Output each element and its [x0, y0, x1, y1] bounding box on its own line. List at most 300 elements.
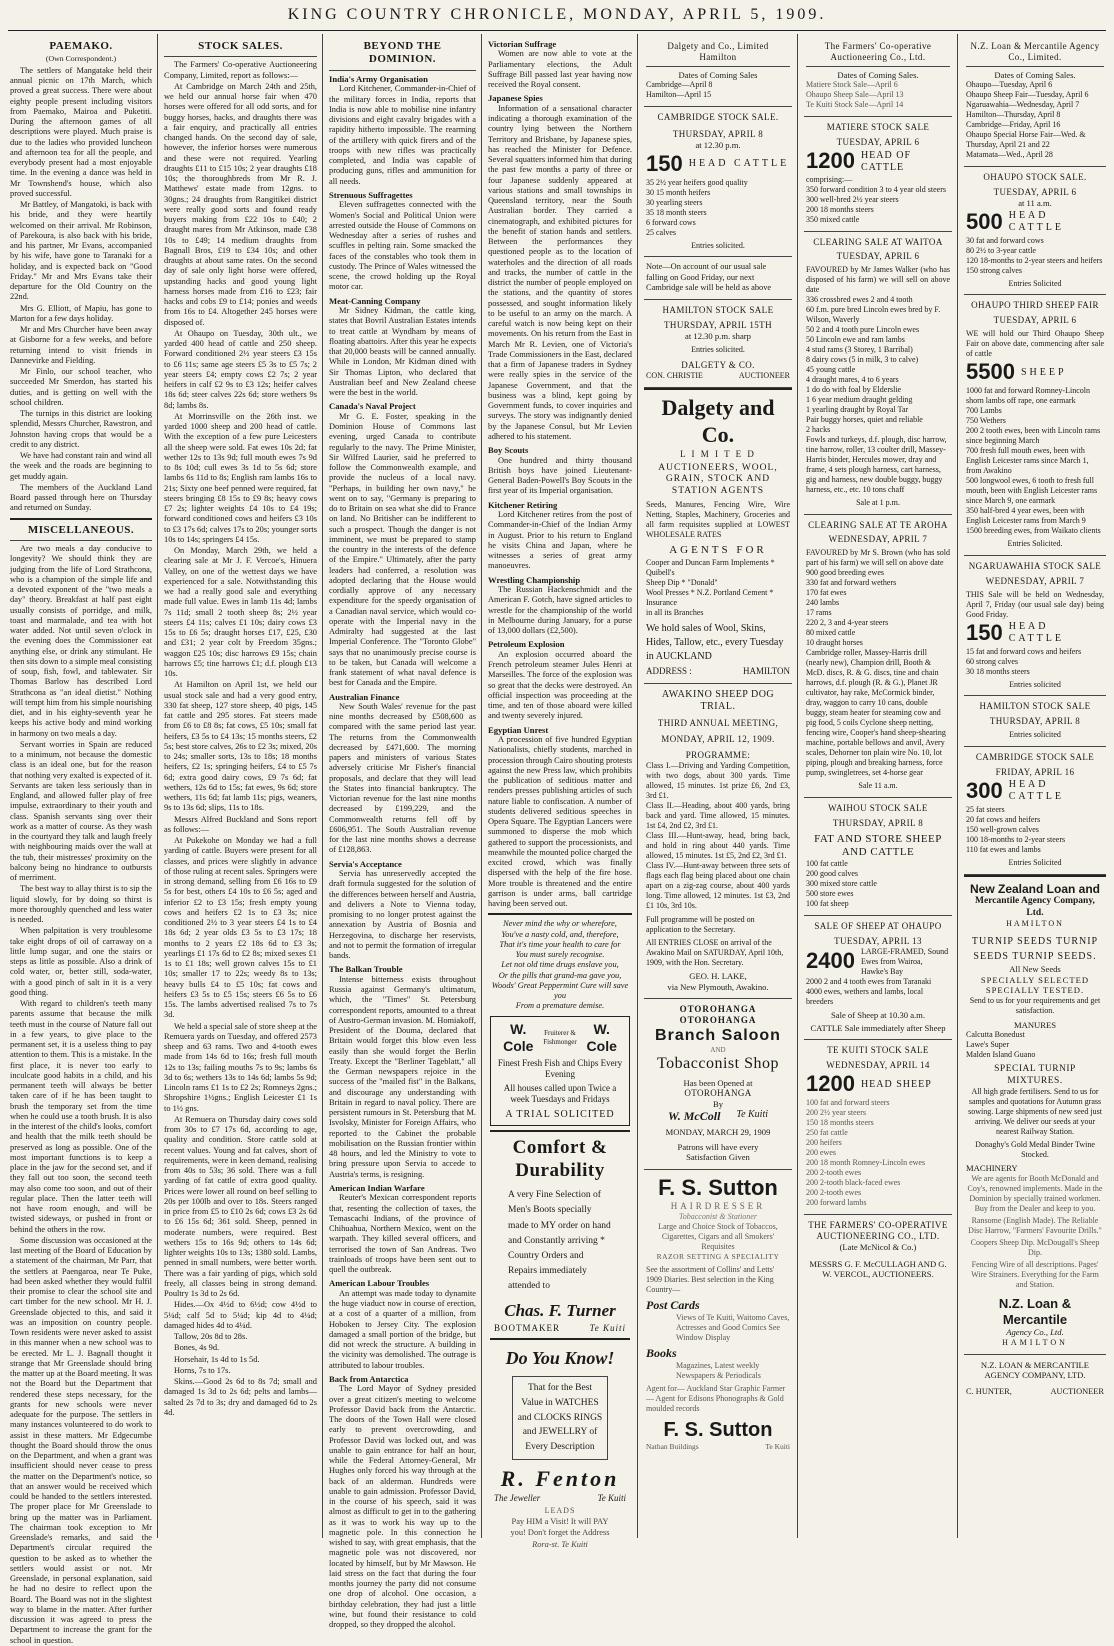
- list-item: Cambridge roller, Massey-Harris drill (nearly new), Champion drill, Booth & McD. discs, R. & G. discs, tine and chain harrows, d.f. plough (R. & G.), Planet JR cultivator, hay rake, McCormick binder, dray, waggon to carry 10 cans, double buggy, steam heater for steaming cow and pig food, 5 coils Cyclone sheep netting, fencing wire, Cooper's hand sheep-shearing machine, portable bellows and anvil, Avery scales, Dehorner ton plain wire No. 10, lot piping, plough and breaking harness, force pump, swingletrees, set 4-horse gear: [806, 647, 946, 777]
- advert-title: N.Z. Loan & Mercantile Agency Co., Limited.: [970, 41, 1100, 62]
- list-item: 35 2½ year heifers good quality: [646, 177, 748, 187]
- advert-turner: [490, 1130, 630, 1340]
- list-item: 4 draught mares, 4 to 6 years: [806, 375, 899, 385]
- list-item: Malden Island Guano: [966, 1050, 1036, 1060]
- list-item: Ohaupo—Tuesday, April 6: [966, 80, 1053, 90]
- news-item-heading: Wrestling Championship: [488, 574, 581, 585]
- news-item-heading: Back from Antarctica: [329, 1373, 409, 1384]
- list-item: 200 18 month Romney-Lincoln ewes: [806, 1158, 926, 1168]
- advert-sub: AGENTS FOR: [669, 544, 767, 557]
- lot-list: [806, 295, 950, 495]
- note: Note—On account of our usual sale falling on Good Friday, our next Cambridge sale will be held as above: [644, 257, 792, 300]
- list-item: 240 lambs: [806, 597, 840, 607]
- news-item-heading: Kitchener Retiring: [488, 499, 558, 510]
- advert-text: A very Fine Selection of Men's Boots specially made to MY order on hand and Constantly arriving * Country Orders and Repairs immediately attended to: [508, 1190, 611, 1292]
- article-paragraph: At Cambridge on March 24th and 25th, we held our annual horse fair when 470 horses were offered for all odd sorts, and for buggy horses, hacks, and draughts there was a fair enquiry, and practically all entries changed hands. On the second day of sale, however, the inferior horses were numerous and these were not required. Yearling draughts £11 to £15 10s; 2 year draughts £18 10s; the thoroughbreds from Mr R. J. Matthews' estate made from 12gns. to 30gns.; 24 draughts from Rangitikei district were really good sorts and found ready buyers making from £22 10s to £40; 2 draught mares from Mr Atkinson, made £38 10s to £49; 14 medium draughts from Bagnall Bros, £19 to £34 10s; and other draughts at about same rates. On the second day of sale only light horse were offered, upstanding hacks and good young light harness horses made from £16 to £23; fair hacks and cobs £9 to £14; ponies and weeds from 16s to £4. Altogether 245 horses were disposed of.: [164, 81, 317, 327]
- list-item: Let not old time drugs enslave you,: [501, 960, 619, 970]
- advert-footer: [804, 1215, 952, 1285]
- news-item-body: New South Wales' revenue for the past nine months decreased by £508,600 as compared with the same period last year. The returns from the Commonwealth decreased by £471,600. The morning papers and ministers of various States adversely criticise Mr Fisher's financial proposals, and declare that they will lead the States into financial bankruptcy. The Victorian revenue for the last nine months decreased by £199,229, and the Commonwealth returns fell off by £606,951. The South Australian revenue for the last nine months shows a decrease of £128,863.: [329, 701, 476, 855]
- lot-list: [966, 236, 1104, 276]
- advert-sub: Fruiterer & Fishmonger: [543, 1029, 577, 1046]
- news-item-heading: The Balkan Trouble: [329, 964, 403, 975]
- sale-date: THURSDAY, APRIL 15TH: [664, 320, 772, 331]
- list-item: 350 mixed cattle: [806, 215, 860, 225]
- head-label: LARGE-FRAMED, Sound Ewes from Wairoa, Hawke's Bay: [860, 947, 949, 976]
- advert-ohaupo-sheep-sale: [804, 916, 952, 1040]
- advert-title: Post Cards: [646, 1298, 700, 1313]
- address: Nathan Buildings: [646, 1441, 699, 1451]
- sale-date: TUESDAY, APRIL 6: [836, 137, 920, 148]
- article-paragraph: Messrs Alfred Buckland and Sons report as follows:—: [164, 814, 317, 834]
- column-rule: [957, 34, 958, 1538]
- list-item: 1 6 year medium draught gelding: [806, 395, 913, 405]
- signature: MESSRS G. F. McCULLAGH AND G. W. VERCOL, AUCTIONEERS.: [809, 1258, 947, 1280]
- head-count: 2400: [806, 948, 855, 974]
- list-item: 500 longwool ewes, 6 tooth to fresh full mouth, been with English Leicester rams since March 9, one earmark: [966, 476, 1098, 506]
- advert-text: Views of Te Kuiti, Waitomo Caves, Actresses and Good Comics See Window Display: [676, 1312, 790, 1342]
- article-paragraph: The Farmers' Co-operative Auctioneering Company, Limited, report as follows:—: [164, 60, 317, 80]
- head-count: 150: [966, 619, 1003, 645]
- list-item: 150 well-grown calves: [966, 824, 1039, 834]
- list-item: 100 fat and forward steers: [806, 1098, 890, 1108]
- sale-time: Sale 11 a.m.: [858, 780, 898, 790]
- list-item: Wool Presses * N.Z. Portland Cement * Insurance: [646, 587, 774, 607]
- advert-location: HAMILTON: [1006, 919, 1064, 929]
- advert-title: MANURES: [1013, 1019, 1057, 1030]
- head-label: SHEEP: [1020, 366, 1067, 378]
- advert-title: SPECIAL TURNIP MIXTURES.: [994, 1064, 1076, 1086]
- news-item-heading: American Indian Warfare: [329, 1182, 425, 1193]
- head-count: 500: [966, 208, 1003, 234]
- list-item: 200 ewes: [806, 1148, 836, 1158]
- list-item: That it's time your health to care for: [499, 939, 621, 949]
- divider: [10, 540, 152, 541]
- article-paragraph: At Hamilton on April 1st, we held our usual stock sale and had a very good entry, 330 fat sheep, 127 store sheep, 40 pigs, 145 fat cattle and 295 stores. Fat steers made from £6 to £8 8s; fat cows, £5 10s; small fat heifers, £3 5s to £4 13s; 15 months steers, £2 5s; best store calves, 26s to £2 3s; mixed, 20s to 24s; smaller sorts, 13s to 18s; 18 months heifers, £2 1s; springing heifers, £4 to £5 7s 6d; extra good dairy cows, £9 7s 6d; fat wethers, 12s 6d to 15s; fat ewes, 9s 6d; store wethers, 11s 6d; fat lamb 11s; pigs, weaners, 9s to 13s 6d; slips, 11s to 18s.: [164, 680, 317, 813]
- signature: CON. CHRISTIE: [646, 371, 703, 381]
- advert-text: By: [712, 1099, 724, 1109]
- sale-date: THURSDAY, APRIL 8: [672, 129, 764, 140]
- advert-text: Large and Choice Stock of Tobaccos, Cigarettes, Cigars and all Smokers' Requisites: [658, 1222, 778, 1252]
- section-heading: STOCK SALES.: [198, 40, 283, 52]
- sale-date: THURSDAY, APRIL 8: [832, 817, 924, 828]
- list-item: Lawe's Super: [966, 1040, 1009, 1050]
- sale-title: SALE OF SHEEP AT OHAUPO: [814, 921, 942, 932]
- article-paragraph: Hides.—Ox 4½d to 6½d; cow 4½d to 5¼d; calf 5d to 5¼d; kip 4d to 4¼d; damaged hides 4d to 4¼d.: [164, 1300, 317, 1330]
- advert-verse: [488, 919, 632, 1011]
- list-item: 200 2-tooth black-faced ewes: [806, 1178, 901, 1188]
- address-label: ADDRESS :: [646, 665, 692, 676]
- advert-text: Has been Opened at: [683, 1077, 753, 1088]
- advert-text: Ransome (English Made). The Reliable Disc Harrow, "Farmers' Favourite Drills.": [968, 1215, 1102, 1235]
- list-item: 1000 fat and forward Romney-Lincoln shorn lambs off rape, one earmark: [966, 386, 1090, 406]
- entries-solicited: Entries Solicited: [1008, 857, 1062, 867]
- column-rule: [157, 34, 158, 1538]
- list-item: Ohaupo Sheep Sale—April 13: [806, 90, 904, 100]
- list-item: You've a nasty cold, and, therefore,: [501, 929, 619, 939]
- entries-solicited: Entries solicited: [1009, 730, 1061, 740]
- sale-title: OHAUPO STOCK SALE.: [983, 172, 1087, 183]
- list-item: Class III.—Hunt-away, head, bring back, and hold in ring about 440 yards. Time allowed, 15 minutes. 1st £5, 2nd £2, 3rd £1.: [646, 831, 790, 861]
- advert-text: Seeds, Manures, Fencing Wire, Wire Netting, Staples, Machinery, Groceries and all farm requisites supplied at LOWEST WHOLESALE RATES: [646, 500, 790, 540]
- news-item-body: Information of a sensational character indicating a thorough examination of the country lying between the Northern Territory and Brisbane, by Japanese spies, has reached the Minister for Defence. Several squatters informed him that during the past few months a party of three or four Japanese suddenly appeared at various stations and small townships in Queensland territory, near the South Australian border. They carried a cinematograph, and exhibited pictures for the benefit of station hands and settlers. Between the performances they questioned people as to the location of waterholes and the direction of all roads and tracks, the number of cattle in the district the number of people employed on the stations, and the quantity of stores possessed, and sought information likely to be useful to an army on the march. A careful watch is now being kept on their movements. On his return from the East in March Mr R. Levien, one of Victoria's Trade Commissioners in the East, declared that a firm of Japanese traders in Sydney were really spies in the service of the Japanese Government, and that the business was a blind, kept going by Government funds, to cover inquiries and surveys. The story was indignantly denied by the Japanese Consul, but Mr Levien adhered to his statement.: [488, 103, 632, 441]
- article-paragraph: Some discussion was occasioned at the last meeting of the Board of Education by a statement of the chairman, Mr Parr, that the settlers at Paengaroa, near Te Puke, had been asked whether they would fulfil their promise to clear the school site and cart timber for the new school. Mr H. J. Greenslade objected to this, and said it was an imposition on country people. Town residents were never asked to assist in this manner when a new school was to be erected. Mr L. J. Bagnall thought it strange that Mr Greenslade should bring the matter up at the Board meeting. It was not the Board but the Department that rendered these steps necessary, for the grants for new schools were never adequate for the purpose. The settlers in many instances volunteered to do work to assist in these matters. Mr Edgecumbe thought the Board should throw the onus on the Department, and when a grant was insufficient should never cease to press the matter on the Department's notice, so that an answer would be received which could be handed to the settlers interested. The proper place for Mr Greenslade to bring up the matter was in Parliament. The chairman took exception to Mr Greenslade's remarks, and said the Department's circular required the question to be asked as to whether the settlers would assist or not. Mr Greenslade, in personal explanation, said he had no desire to reflect upon the Board. The Board was not in the slightest way to blame in the matter. After further discussion it was agreed to press the Department to increase the grant for the school in question.: [10, 1235, 152, 1645]
- list-item: 170 fat ewes: [806, 587, 847, 597]
- advert-dalgety-sales: [644, 36, 792, 107]
- advert-fenton: [490, 1344, 630, 1554]
- advert-nzloan-sales: [964, 36, 1106, 167]
- sale-title: HAMILTON STOCK SALE: [662, 305, 774, 316]
- column-1: [6, 36, 156, 1645]
- sale-date: TUESDAY, APRIL 6: [836, 251, 920, 262]
- address: HAMILTON: [742, 665, 790, 676]
- sale-dates: [966, 80, 1104, 160]
- advert-text: FAVOURED by Mr S. Brown (who has sold part of his farm) we will sell on above date: [806, 547, 950, 567]
- advert-location: Te Kuiti: [736, 1109, 769, 1121]
- advert-title: N.Z. Loan & Mercantile: [998, 1295, 1072, 1327]
- list-item: 200 2½ year steers: [806, 1108, 866, 1118]
- list-item: 900 good breeding ewes: [806, 567, 884, 577]
- list-item: 100 fat cattle: [806, 859, 848, 869]
- sale-title: MATIERE STOCK SALE: [826, 122, 930, 133]
- list-item: in all its Branches: [646, 607, 704, 617]
- advert-text: THIS Sale will be held on Wednesday, April 7, Friday (our usual sale day) being Good Friday.: [966, 589, 1104, 619]
- list-item: Class IV.—Hunt-away between three sets of flags each flag being placed about one chain apart on a zig-zag course, about 400 yards long. Time allowed, 12 minutes. 1st £3, 2nd £1 10s, 3rd 10s.: [646, 861, 790, 911]
- signature: AUCTIONEER: [738, 371, 790, 381]
- news-item-body: Reuter's Mexican correspondent reports that, resenting the collection of taxes, the Temascachi Indians, of the province of Chihuahua, Northern Mexico, went on the warpath. They killed several officers, and terrorised the town of San Andreas. Two trainloads of troops have been sent out to quell the outbreak.: [329, 1193, 476, 1275]
- article-paragraph: Mr Finlo, our school teacher, who succeeded Mr Smerdon, has started his duties, and is getting on well with the school children.: [10, 367, 152, 407]
- advert-title: Branch Saloon: [655, 1026, 781, 1044]
- article-paragraph: The turnips in this district are looking splendid, Messrs Churcher, Rawstron, and Johnston having crops that would be a credit to any district.: [10, 409, 152, 449]
- sale-title: WAIHOU STOCK SALE: [828, 802, 928, 813]
- advert-matiere-sale: [804, 117, 952, 232]
- advert-text: All houses called upon Twice a week Tuesdays and Fridays: [503, 1082, 617, 1104]
- advert-text: CATTLE Sale immediately after Sheep: [810, 1022, 946, 1033]
- column-5: [640, 36, 796, 1536]
- advert-text: All ENTRIES CLOSE on arrival of the Awakino Mail on SATURDAY, April 10th, 1909, with the Hon. Secretary.: [646, 938, 784, 968]
- advert-title: R. Fenton: [500, 1465, 620, 1491]
- news-item-body: An explosion occurred aboard the French petroleum steamer Jules Henri at Marseilles. The force of the explosion was so great that the decks were destroyed. An official inspection was proceeding at the time, and ten of those aboard were killed and twenty severely injured.: [488, 649, 632, 721]
- sale-date: Hamilton—April 15: [646, 90, 712, 100]
- list-item: 20 fat cows and heifers: [966, 814, 1041, 824]
- entries-solicited: Entries solicited.: [691, 240, 745, 250]
- divider: [164, 56, 317, 57]
- list-item: Cooper and Duncan Farm Implements * Quibell's: [646, 557, 775, 577]
- advert-location: Te Kuiti: [589, 1323, 626, 1334]
- list-item: 1 do do with foal by Elderslie: [806, 385, 902, 395]
- agent-list: [646, 558, 790, 618]
- list-item: Sheep Dip * "Donald": [646, 577, 718, 587]
- list-item: Te Kuiti Stock Sale—April 14: [806, 100, 904, 110]
- advert-text: Magazines, Latest weekly Newspapers & Periodicals: [676, 1360, 761, 1380]
- advert-title: AWAKINO SHEEP DOG TRIAL.: [661, 688, 775, 712]
- head-count: 1200: [806, 1071, 855, 1097]
- advert-text: MONDAY, MARCH 29, 1909: [665, 1127, 771, 1138]
- lot-list: [966, 805, 1104, 855]
- list-item: 350 forward condition 3 to 4 year old steers: [806, 185, 946, 195]
- sale-time: Sale at 1 p.m.: [856, 498, 900, 508]
- advert-text: Agent for— Auckland Star Graphic Farmer — Agent for Edisons Phonographs & Gold moulded records: [646, 1383, 786, 1413]
- news-item-heading: Strenuous Suffragettes: [329, 189, 413, 200]
- list-item: 8 dairy cows (5 in milk, 3 to calve): [806, 355, 919, 365]
- list-item: Woods' Great Peppermint Cure will save you: [491, 980, 629, 1001]
- list-item: Matamata—Wed., April 28: [966, 150, 1053, 160]
- lot-list: [806, 977, 950, 1007]
- list-item: Matiere Stock Sale—April 6: [806, 80, 898, 90]
- advert-text: Rora-st. Te Kuiti: [532, 1539, 588, 1549]
- list-item: 2000 2 and 4 tooth ewes from Taranaki: [806, 976, 932, 986]
- section-heading: MISCELLANEOUS.: [27, 523, 135, 536]
- article-paragraph: We have had constant rain and wind all the week and the roads are beginning to get muddy again.: [10, 451, 152, 481]
- list-item: 250 fat cattle: [806, 1128, 848, 1138]
- advert-sub: Dates of Coming Sales.: [837, 69, 919, 80]
- article-paragraph: Mr Battley, of Mangatoki, is back with his bride, and they were heartily welcomed on their arrival. Mr Robinson, of Parekoura, is also back with his bride, and his partner, Mr Evans, accompanied by his wife, have gone to Taranaki for a holiday, and is expected back on "Good Friday." Mr and Mrs Evans take their departure for the Old Country on the 22nd.: [10, 200, 152, 302]
- article-paragraph: The settlers of Mangatake held their annual picnic on 17th March, which proved a great success. There were about eighty people present including visitors from Paemako, Mairoa and Puketiti. During the afternoon games of all descriptions were played. Much praise is due to the ladies who provided luncheon and afternoon tea for all the people, and everybody present had a most enjoyable time. In the evening a dance was held in Mr Townshend's house, which also proved successful.: [10, 65, 152, 198]
- lot-list: [646, 178, 790, 238]
- list-item: 100 18-months to 2-year steers: [966, 834, 1066, 844]
- column-rule: [637, 34, 638, 1538]
- advert-hamilton-sale-2: [964, 696, 1106, 747]
- advert-mccoll: [644, 999, 792, 1170]
- advert-sub: Dates of Coming Sales.: [994, 69, 1076, 80]
- article-paragraph: With regard to children's teeth many parents assume that because the milk teeth must in the course of Nature fall out in a few years, to give place to the permanent set, it is a useless thing to pay attention to them. This is a mistake. In the first place, it is never too early to inculcate good habits in a child, and his permanent teeth will always be better taken care of if he has been taught to brush the temporary set from the time when he could use a tooth brush. It is also in the interest of the child's looks, comfort and health that the milk teeth should be preserved as long as possible. One of the most important functions is to keep a place in the jaw for the second set, and if they fall out too soon, the second teeth may also come too soon, and out of their regular place. Then the latter teeth will not have room enough, and will be twisted sideways, or pushed in front or behind the others in the row.: [10, 999, 152, 1234]
- advert-sub: L I M I T E D: [680, 448, 756, 459]
- advert-text: Full programme will be posted on application to the Secretary.: [646, 915, 755, 935]
- article-paragraph: Mrs G. Elliott, of Mapiu, has gone to Marton for a few days holiday.: [10, 303, 152, 323]
- sale-title: CAMBRIDGE STOCK SALE.: [657, 112, 779, 123]
- advert-cole: [490, 1016, 630, 1126]
- advert-dog-trial: [644, 684, 792, 999]
- column-7: [960, 36, 1110, 1536]
- advert-text: Send to us for your requirements and get satisfaction.: [969, 995, 1101, 1015]
- signature: GEO. H. LAKE,: [689, 971, 747, 982]
- advert-title: Books: [646, 1345, 677, 1360]
- masthead-rule: [8, 30, 1106, 31]
- article-paragraph: When palpitation is very troublesome take eight drops of oil of carraway on a little lump sugar, and one the stairs or steps as little as possible. Also a drink of cold water, or, better still, soda-water, with a good pinch of salt in it is a very good thing.: [10, 926, 152, 997]
- news-item-heading: Australian Finance: [329, 691, 400, 702]
- article-paragraph: The best way to allay thirst is to sip the liquid slowly, for by doing so thirst is more thoroughly quenched and less water is needed.: [10, 884, 152, 925]
- advert-text: RAZOR SETTING A SPECIALITY: [656, 1252, 780, 1262]
- list-item: 30 15 month heifers: [646, 187, 711, 197]
- list-item: 1 yearling draught by Royal Tar: [806, 405, 909, 415]
- advert-sub: Tobacconist & Stationer: [679, 1212, 757, 1222]
- advert-title: Tobacconist Shop: [657, 1055, 779, 1073]
- advert-sub: The Jeweller: [494, 1492, 541, 1503]
- head-label: HEAD CATTLE: [1008, 210, 1064, 234]
- list-item: Fowls and turkeys, d.f. plough, disc harrow, tine harrow, roller, 13 coulter drill, Massey-Harris binder, Hercules mower, dray and frame, 4 sets plough harness, cart harness, gig and harness, new double buggy, buggy harness, etc., etc. 10 tons chaff: [806, 435, 947, 495]
- advert-title: MACHINERY: [966, 1163, 1018, 1174]
- sale-date: WEDNESDAY, APRIL 14: [826, 1060, 930, 1071]
- news-item-body: A procession of five hundred Egyptian Nationalists, chiefly students, marched in procession through Cairo shouting protests against the new Press law, which prohibits the publication of seditious matter and renders presses publishing articles of such nature liable to confiscation. A number of students delivered seditious speeches in Opera Square. The Egyptian Lancers were summoned to disperse the mob which gathered to support the processionists, and meanwhile the mounted police charged the excited crowd, which was finally dispersed with the help of the fire hose. More trouble is threatened and the entire garrison is under arms, ball cartridge having been served out.: [488, 735, 632, 909]
- advert-sub: HAIRDRESSER: [670, 1201, 766, 1212]
- advert-dalgety: [644, 388, 792, 684]
- advert-cambridge-sale: [644, 107, 792, 257]
- list-item: Or the pills that grand-ma gave you,: [498, 970, 622, 980]
- advert-cambridge-sale-2: [964, 747, 1106, 875]
- head-label: HEAD CATTLE: [1008, 621, 1064, 645]
- news-item-heading: Victorian Suffrage: [488, 39, 557, 49]
- advert-title: Dalgety and Co.: [661, 395, 775, 447]
- list-item: 15 fat and forward cows and heifers: [966, 646, 1082, 656]
- list-item: 4000 ewes, wethers and lambs, local breeders: [806, 986, 924, 1006]
- list-item: 300 well-bred 2½ year steers: [806, 195, 899, 205]
- advert-sutton: [644, 1170, 792, 1457]
- entries-solicited: Entries Solicited: [1008, 278, 1062, 288]
- advert-waitoa-sale: [804, 232, 952, 515]
- news-item-body: The Russian Hackenschmidt and the American F. Gotch, have signed articles to wrestle for the championship of the world in Melbourne during January, for a purse of 13,000 dollars (£2,500).: [488, 585, 632, 636]
- advert-title: Comfort & Durability: [512, 1136, 608, 1182]
- divider: [329, 70, 476, 71]
- list-item: Ohaupo Sheep Fair—Tuesday, April 6: [966, 90, 1089, 100]
- lot-list: [966, 386, 1104, 536]
- article-paragraph: Servant worries in Spain are reduced to a minimum, not because the domestic class is an ideal one, but for the reason that nothing very exalted is expected of it. Servants are taken less seriously than in England, and allowed fuller play of free impulse, extraordinary to their youth and class. Spanish servants sing over their work as a matter of course. As they wash in the courtyard they talk and laugh freely with neighbouring maids over the wall at the tub, their mistresses' proximity on the balcony being no hindrance to outbursts of merriment.: [10, 739, 152, 883]
- news-item-body: Women are now able to vote at the Parliamentary elections, the Adult Suffrage Bill passed last year having now received the Royal consent.: [488, 49, 632, 90]
- advert-text: SPECIALLY TESTED.: [985, 985, 1085, 996]
- sale-time: at 11 a.m.: [1018, 198, 1052, 209]
- advert-te-kuiti-sale: [804, 1040, 952, 1215]
- news-item-body: One hundred and thirty thousand British boys have joined Lieutenant-General Baden-Powell's Boy Scouts in the first year of its Imperial organisation.: [488, 455, 632, 496]
- article-paragraph: At Morrinsville on the 26th inst. we yarded 1000 sheep and 200 head of cattle. With the exception of a few pure Leicesters all the sheep were sold. Fat ewes 10s 2d; fat wether 12s to 13s 9d; full mouth ewes 7s 9d to 8s 10d; cull ewes 3s 1d to 5s 6d; store lambs 6s 11d to 8s; English ram lambs 16s to 21s; Sixty one beef penned were required, fat steers bringing £8 15s to £9 8s; heavy cows £7 2s; lighter weights £4 10s to £4 19s; forward conditioned cows and heifers £3 10s to £3 17s 6d; calves 17s to 20s; younger sorts 10s to 14s; springers £4 15s.: [164, 411, 317, 544]
- head-label: HEAD CATTLE: [1008, 779, 1064, 803]
- sale-date: TUESDAY, APRIL 6: [993, 187, 1077, 198]
- list-item: 30 yearling steers: [646, 197, 703, 207]
- news-item-heading: Japanese Spies: [488, 93, 543, 104]
- programme-list: [646, 761, 790, 911]
- list-item: 1500 breeding ewes, from Waikato clients: [966, 526, 1101, 536]
- news-item-heading: Petroleum Explosion: [488, 639, 565, 650]
- head-label: HEAD CATTLE: [688, 158, 790, 170]
- advert-text: Donaghy's Gold Medal Binder Twine Stocked.: [975, 1140, 1095, 1160]
- advert-text: All high grade fertilisers. Send to us for samples and quotations for Autumn grass sowing. Large shipments of new seed just arriving. We deliver our seeds at your nearest Railway Station.: [968, 1087, 1102, 1137]
- article-paragraph: Skins.—Good 2s 6d to 8s 7d; small and damaged 1s 3d to 2s 6d; pelts and lambs—salted 2s 7d to 3s; dry and damaged 6d to 2s 4d.: [164, 1377, 317, 1417]
- advert-hamilton-sale: [644, 300, 792, 388]
- signature: AUCTIONEER: [1050, 1386, 1104, 1396]
- advert-ohaupo-sale: [964, 167, 1106, 295]
- news-item-heading: Egyptian Unrest: [488, 724, 549, 735]
- list-item: comprising:—: [806, 175, 853, 185]
- advert-waihou-sale: [804, 798, 952, 917]
- list-item: 200 good calves: [806, 869, 858, 879]
- head-count: 5500: [966, 359, 1015, 385]
- advert-sub: OTOROHANGA OTOROHANGA: [679, 1004, 757, 1026]
- sale-time: Sale of Sheep at 10.30 a.m.: [830, 1009, 926, 1020]
- entries-solicited: Entries solicited.: [691, 344, 745, 354]
- list-item: 25 calves: [646, 227, 676, 237]
- signature: via New Plymouth, Awakino.: [667, 981, 769, 992]
- list-item: 6 forward cows: [646, 217, 696, 227]
- head-count: 300: [966, 778, 1003, 804]
- news-item-body: Mr G. E. Foster, speaking in the Dominion House of Commons last evening, urged Canada to contribute regularly to the navy. The Prime Minister, Sir Wilfred Laurier, said he preferred to follow the Commonwealth example, and provide the nucleus of a local navy. "Perhaps, in building her own navy," he went on to say, "Germany is preparing to do to Britain on sea what she did to France on land. No Britisher can be indifferent to such a prospect. Though the danger is not imminent, we must be prepared to stamp the country in the interests of the defence of the Empire." Ultimately, after the party leaders had conferred, a resolution was adopted declaring that the House would cordially approve of any necessary expenditure for the speedy organisation of a Canadian naval service, which would co-operate with the Imperial navy in the Admiralty had suggested at the last Imperial Conference. The "Toronto Globe" says that no unanimously precise course is to be taken, but Canada will welcome a frank statement of what naval defence is best for Canada and the Empire.: [329, 411, 476, 688]
- list-item: 200 forward lambs: [806, 1198, 867, 1208]
- list-item: Class I.—Driving and Yarding Competition, with two dogs, about 300 yards. Time allowed, 15 minutes. 1st prize £6, 2nd £3, 3rd £1.: [646, 761, 790, 801]
- list-item: 350 half-bred 4 year ewes, been with English Leicester rams from March 9: [966, 506, 1086, 526]
- advert-location: Hamilton: [699, 51, 737, 62]
- sale-time: at 12.30 p.m.: [695, 140, 741, 151]
- head-count: 150: [646, 150, 683, 176]
- list-item: Calcutta Bonedust: [966, 1030, 1025, 1040]
- section-heading: PAEMAKO.: [49, 40, 113, 52]
- list-item: 120 18-months to 2-year steers and heifers: [966, 255, 1103, 265]
- advert-text: SPECIALLY SELECTED: [980, 974, 1090, 985]
- signature: C. HUNTER,: [966, 1386, 1012, 1396]
- list-item: 30 18 months steers: [966, 666, 1030, 676]
- sale-date: THURSDAY, APRIL 8: [989, 716, 1081, 727]
- news-item-heading: Canada's Naval Project: [329, 401, 416, 412]
- news-items: [488, 39, 632, 909]
- article-paragraph: We held a special sale of store sheep at the Remuera yards on Tuesday, and offered 2573 sheep and 63 rams. Two and 4-tooth ewes made from 14s 6d to 16s; fresh full mouth 12s to 13s; failing mouths 7s to 9s; lambs 6s 3d to 6s; wethers 13s to 14s 6d; lambs 5s 9d; Lincoln rams £1 1s to £2 2s; Romneys 2gns.; Shropshire 1½gns.; English Leicester £1 1s to 1½ gns.: [164, 1021, 317, 1113]
- advert-sub: AND: [710, 1045, 726, 1054]
- advert-nzloan-seeds: [964, 875, 1106, 1355]
- advert-text: We hold sales of Wool, Skins, Hides, Tallow, etc., every Tuesday in AUCKLAND: [646, 622, 784, 662]
- advert-text: See the assortment of Collins' and Letts' 1909 Diaries. Best selection in the King Country—: [646, 1265, 775, 1295]
- column-rule: [797, 34, 798, 1538]
- advert-text: OTOROHANGA: [684, 1088, 752, 1099]
- sale-date: TUESDAY, APRIL 13: [834, 936, 922, 947]
- advert-te-aroha-sale: [804, 515, 952, 798]
- entries-solicited: Entries solicited: [1009, 679, 1061, 689]
- list-item: 60 f.m. pure bred Lincoln ewes bred by F. Wilson, Waverly: [806, 305, 941, 325]
- list-item: 35 18 month steers: [646, 207, 707, 217]
- list-item: Ngaruawahia—Wednesday, April 7: [966, 100, 1080, 110]
- advert-text: LEADS: [544, 1505, 576, 1515]
- advert-title: New Zealand Loan and: [969, 881, 1101, 896]
- list-item: Hamilton—Thursday, April 8: [966, 110, 1061, 120]
- advert-text: Finest Fresh Fish and Chips Every Evening: [497, 1057, 623, 1079]
- advert-ngaruawahia-sale: [964, 556, 1106, 697]
- news-item-body: Mr Sidney Kidman, the cattle king, states that Bovril Australian Estates intends to treat cattle at Wyndham by means of floating abattoirs. After this year he expects that 20,000 beasts will be canned annually. While in London, Mr Kidman dined with Sir Thomas Lipton, who declared that Australian beef and New Zealand cheese were the best in the world.: [329, 306, 476, 398]
- advert-text: Coopers Sheep Dip. McDougall's Sheep Dip.: [970, 1237, 1100, 1257]
- sale-title: NGARUAWAHIA STOCK SALE: [968, 560, 1102, 571]
- sale-date: WEDNESDAY, APRIL 7: [828, 533, 928, 544]
- column-6: [800, 36, 956, 1536]
- news-item-heading: American Labour Troubles: [329, 1278, 430, 1289]
- advert-title: Do You Know!: [505, 1348, 615, 1369]
- article-paragraph: At Remuera on Thursday dairy cows sold from 30s to £7 17s 6d, according to age, quality and condition. Store cattle sold at recent values. Young and fat calves, short of requirements, were in keen demand, realising from 40s to 53s; 36 sold. There was a full yarding of fat cattle of extra good quality. Prices were lower all round on beef selling to 20s per 100lb and over to 18s. Steers ranged in price from £5 to £10 2s 6d; cows £3 2s 6d to £6 15s 6d; 361 sold. Sheep, penned in moderate numbers, were required. Best wethers 15s to 16s 9d; others to 14s 6d; lighter weights 10s to 13s; 1380 sold. Lambs, penned in small numbers, were better worth. There was a fair yarding of pigs, which sold freely, all classes being in strong demand. Poultry 1s 3d to 2s 6d.: [164, 1114, 317, 1299]
- news-item-body: The Lord Mayor of Sydney presided over a great citizen's meeting to welcome Professor David back from the Antarctic. The doors of the Town Hall were closed early to prevent overcrowding, and Professor David was locked out, and was unable to gain entrance for half an hour, while the Federal Attorney-General, Mr Hughes only forced his way through at the back of an alderman. Hundreds were unable to gain admission. Professor David, in the course of his speech, said it was almost as difficult to get in to the gathering as it was to work his way up to the magnetic pole. In this connection he wished to say, with great emphasis, that the magnetic pole was not discovered, nor located by himself, but by Mr Mawson. He laid stress on the fact that during the four months journey the party did not consume one drop of alcohol. One occasion, a birthday celebration, they had just a little wine, but found their resistance to cold dropped, so they dropped the alcohol.: [329, 1384, 476, 1630]
- event-date: MONDAY, APRIL 12, 1909.: [661, 734, 775, 745]
- advert-text: Pay HIM a Visit! It will PAY you! Don't forget the Address: [510, 1517, 610, 1537]
- advert-text: WE will hold our Third Ohaupo Sheep Fair on above date, commencing after sale of cattle: [966, 329, 1104, 359]
- advert-text: Fencing Wire of all descriptions. Pages' Wire Strainers. Everything for the Farm and Station.: [971, 1259, 1099, 1289]
- list-item: 200 18 months steers: [806, 205, 874, 215]
- advert-sub: Agency Co., Ltd.: [1006, 1327, 1064, 1338]
- news-item-body: Servia has unreservedly accepted the draft formula suggested for the solution of the differences between herself and Austria, and delivers a Note to Vienna today, promising to no longer protest against the annexation by Austria of Bosnia and Herzegovina, to discharge her reservists, and not to permit the formation of irregular bands.: [329, 869, 476, 961]
- sale-date: FRIDAY, APRIL 16: [995, 767, 1075, 778]
- list-item: 300 mixed store cattle: [806, 879, 877, 889]
- sale-date: WEDNESDAY, APRIL 7: [985, 575, 1085, 586]
- sale-title: TE KUITI STOCK SALE: [827, 1045, 929, 1056]
- sale-title: CLEARING SALE AT WAITOA: [813, 237, 943, 248]
- list-item: 750 Wethers: [966, 416, 1006, 426]
- article-paragraph: Are two meals a day conducive to longevity? We should think they are judging from the life of Lord Strathcona, who is a champion of the simple life and a devoted exponent of the "two meals a day" theory. Breakfast at half past eight usually consists of porridge, and milk, toast and marmalade, and tea with hot water added. Not until seven o'clock in the evening does the Commissioner eat anything else, or drink any stimulant. He then sits down to a simple meal consisting of soup, fish, fowl, and tablewater. Sir Thomas Barlow has described Lord Strathcona as "an ideal dietist." Nothing will tempt him from his simple nourishing diet, and in his eighty-seventh year he keeps his active body and mind working in harmony on two meals a day.: [10, 544, 152, 738]
- list-item: 500 store ewes: [806, 889, 854, 899]
- lot-list: [966, 1030, 1104, 1060]
- sale-dates: [806, 80, 950, 110]
- advert-sub: (Late McNicol & Co.): [839, 1242, 917, 1253]
- list-item: 25 fat steers: [966, 804, 1005, 814]
- advert-sub: BOOTMAKER: [494, 1323, 561, 1334]
- head-count: 1200: [806, 148, 855, 174]
- list-item: 220 2, 3 and 4-year steers: [806, 617, 889, 627]
- advert-title: THE FARMERS' CO-OPERATIVE AUCTIONEERING CO., LTD.: [808, 1220, 948, 1242]
- news-item-heading: Meat-Canning Company: [329, 295, 421, 306]
- list-item: 100 fat sheep: [806, 899, 849, 909]
- sale-title: CAMBRIDGE STOCK SALE: [975, 752, 1095, 763]
- head-label: HEAD SHEEP: [860, 1078, 932, 1090]
- lot-list: [806, 859, 950, 909]
- advert-text: FAVOURED by Mr James Walker (who has disposed of his farm) we will sell on above date: [806, 265, 950, 295]
- advert-title: The Farmers' Co-operative Auctioneering Co., Ltd.: [824, 41, 932, 62]
- news-item-heading: Boy Scouts: [488, 445, 529, 456]
